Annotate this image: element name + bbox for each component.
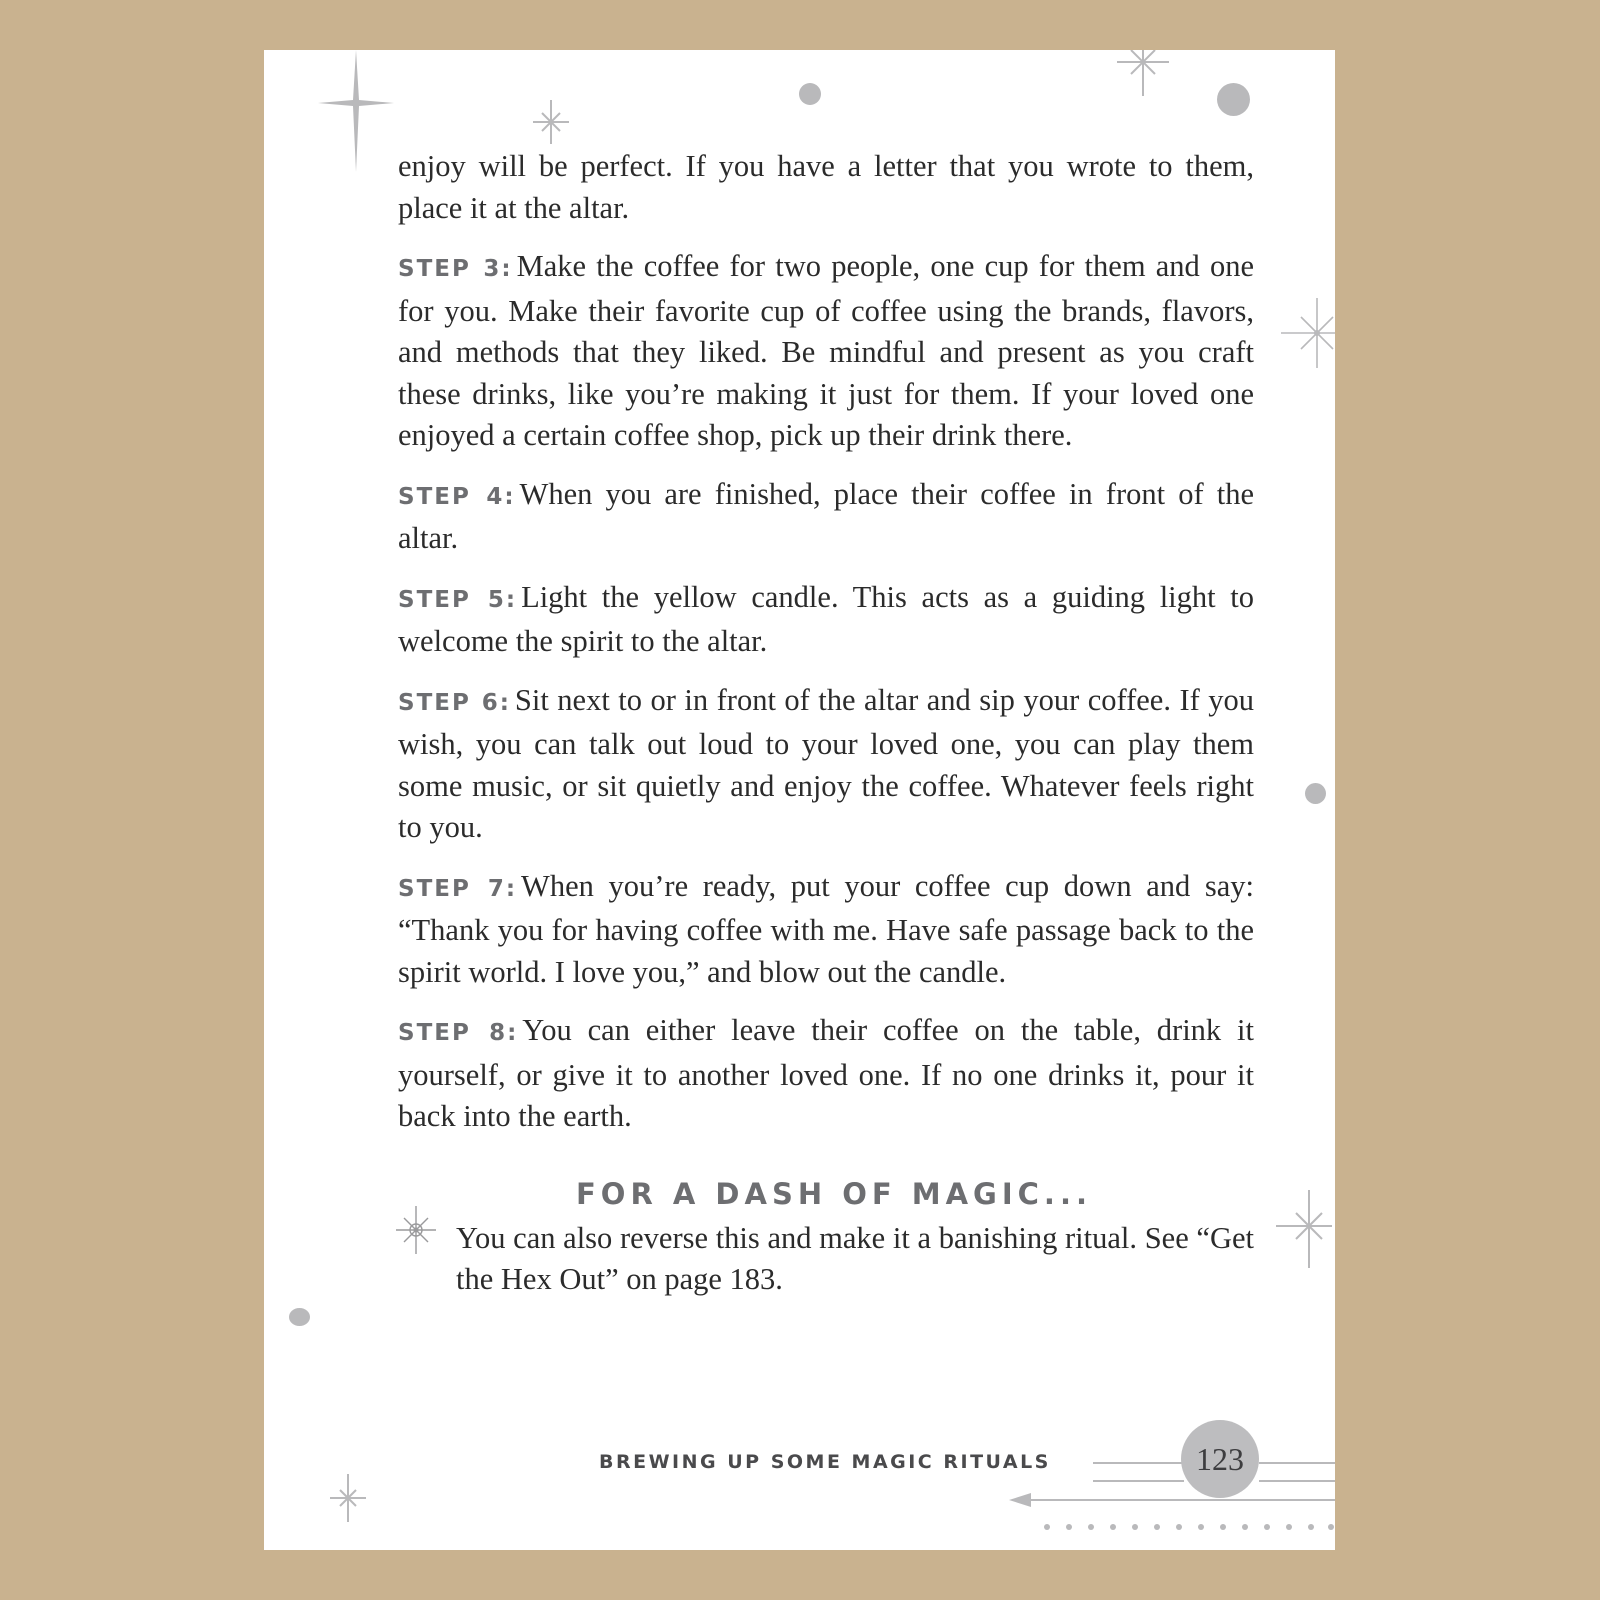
book-page bbox=[264, 50, 1335, 1550]
sparkle-bottom-left-icon bbox=[328, 1474, 368, 1522]
body-text bbox=[398, 146, 1254, 1301]
sparkle-large-icon bbox=[316, 50, 396, 175]
step-label: STEP 8: bbox=[398, 1020, 519, 1046]
step-8 bbox=[398, 1010, 1254, 1138]
step-label: STEP 5: bbox=[398, 586, 518, 613]
sparkle-top-right-icon bbox=[1115, 50, 1171, 96]
step-6 bbox=[398, 680, 1254, 849]
dash-of-magic-heading: FOR A DASH OF MAGIC... bbox=[576, 1176, 1092, 1211]
step-7 bbox=[398, 866, 1254, 994]
decorative-dot bbox=[1305, 783, 1326, 804]
footer-ornament bbox=[1009, 1445, 1335, 1540]
step-label: STEP 4: bbox=[398, 483, 516, 510]
dash-of-magic-tip bbox=[398, 1218, 1254, 1301]
step-text: You can either leave their coffee on the table, drink it yourself, or give it to another loved one. If no one drinks it, pour it back into the earth. bbox=[398, 1013, 1254, 1133]
step-4 bbox=[398, 474, 1254, 560]
tip-text: You can also reverse this and make it a banishing ritual. See “Get the Hex Out” on page 183. bbox=[456, 1220, 1254, 1296]
decorative-dot bbox=[799, 83, 821, 105]
sparkle-right-edge-icon bbox=[1281, 298, 1335, 368]
decorative-dot bbox=[289, 1308, 310, 1326]
step-label: STEP 6: bbox=[398, 689, 511, 716]
step-text: When you’re ready, put your coffee cup down and say: “Thank you for having coffee with me. Have safe passage back to the spirit world. I love you,” and blow out the candle. bbox=[398, 868, 1255, 989]
step-text: Sit next to or in front of the altar and sip your coffee. If you wish, you can talk out loud to your loved one, you can play them some music, or sit quietly and enjoy the coffee. Whatever feels right to you. bbox=[398, 682, 1255, 844]
step-text: Light the yellow candle. This acts as a guiding light to welcome the spirit to the altar. bbox=[398, 579, 1254, 658]
step-label: STEP 7: bbox=[398, 875, 518, 902]
step-5 bbox=[398, 577, 1254, 663]
starburst-icon bbox=[396, 1204, 436, 1256]
step-3 bbox=[398, 246, 1254, 457]
running-title: BREWING UP SOME MAGIC RITUALS bbox=[599, 1451, 1051, 1473]
page-number-badge bbox=[1181, 1420, 1259, 1498]
sparkle-small-icon bbox=[531, 100, 571, 144]
intro-paragraph: enjoy will be perfect. If you have a letter that you wrote to them, place it at the altar. bbox=[398, 149, 1254, 225]
sparkle-right-lower-icon bbox=[1274, 1190, 1334, 1270]
step-text: Make the coffee for two people, one cup for them and one for you. Make their favorite cup of coffee using the brands, flavors, and methods that they liked. Be mindful and present as you craft these drinks, like you’re making it just for them. If your loved one enjoyed a certain coffee shop, pick up their drink there. bbox=[398, 249, 1255, 452]
decorative-dot bbox=[1217, 83, 1250, 116]
step-text: When you are finished, place their coffee in front of the altar. bbox=[398, 476, 1254, 555]
step-label: STEP 3: bbox=[398, 256, 513, 282]
page-number: 123 bbox=[1196, 1440, 1244, 1477]
